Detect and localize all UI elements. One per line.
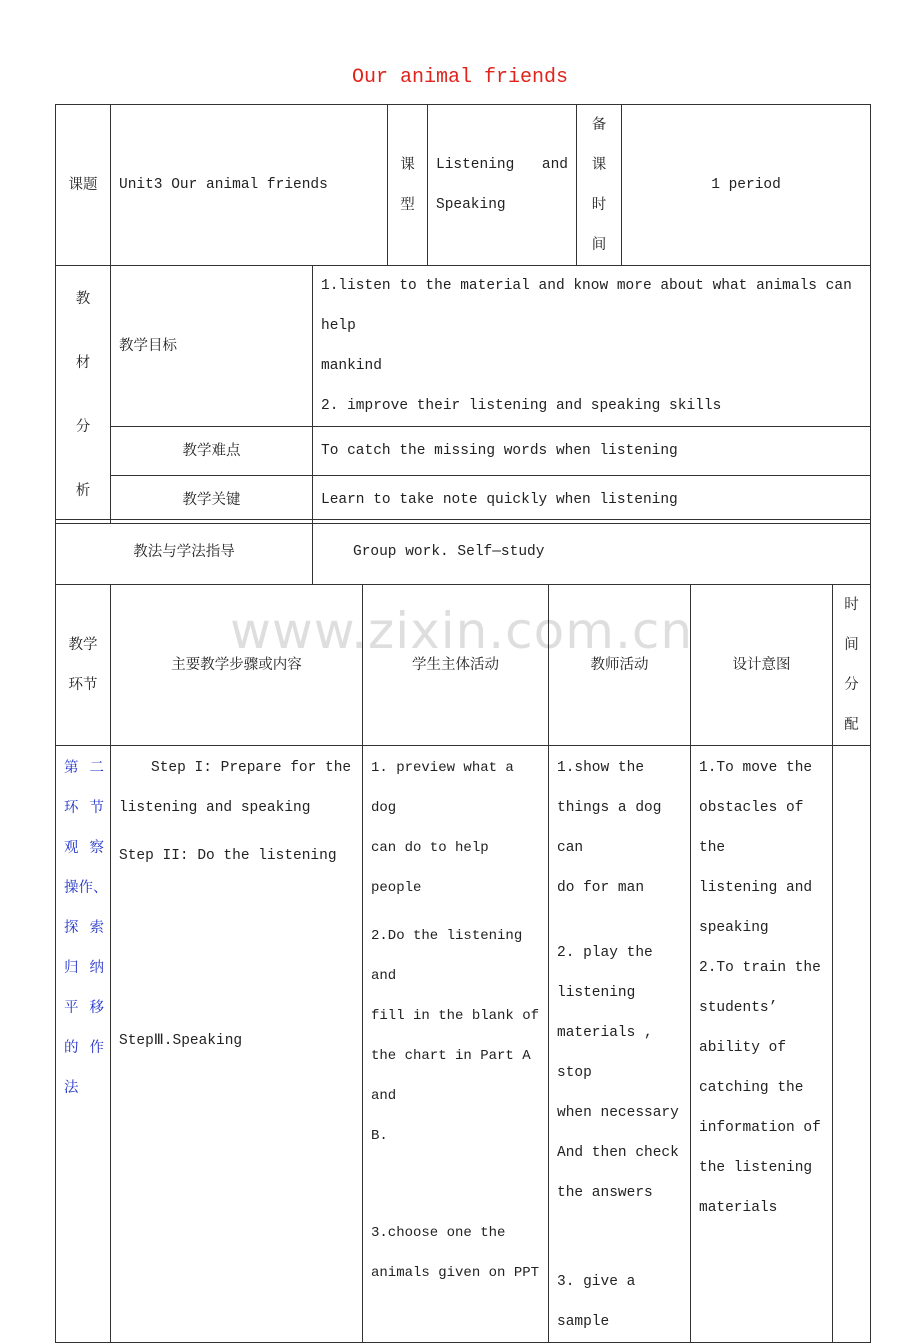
steps-cell: Step I: Prepare for the listening and speaking Step II: Do the listening StepⅢ.Speaking bbox=[111, 746, 363, 1343]
materials-table bbox=[55, 265, 871, 524]
difficulty-label: 教学难点 bbox=[111, 427, 313, 476]
topic-label: 课题 bbox=[56, 105, 111, 266]
step-two: Step II: Do the listening bbox=[119, 848, 337, 864]
goals-label: 教学目标 bbox=[111, 266, 313, 427]
topic-value: Unit3 Our animal friends bbox=[111, 105, 388, 266]
stage-cell: 第二 环节 观察 操作、 探索 归纳 平移 的作 法 bbox=[56, 746, 111, 1343]
header-steps: 主要教学步骤或内容 bbox=[111, 585, 363, 746]
methods-value: Group work. Self—study bbox=[313, 520, 871, 585]
key-value: Learn to take note quickly when listening bbox=[313, 476, 871, 524]
key-label: 教学关键 bbox=[111, 476, 313, 524]
time-cell bbox=[833, 746, 871, 1343]
header-time: 时 间 分 配 bbox=[833, 585, 871, 746]
header-intent: 设计意图 bbox=[691, 585, 833, 746]
methods-table bbox=[55, 519, 871, 585]
header-student: 学生主体活动 bbox=[363, 585, 549, 746]
materials-side-label: 教 材 分 析 bbox=[56, 266, 111, 524]
methods-label: 教法与学法指导 bbox=[56, 520, 313, 585]
type-value: Listening and Speaking bbox=[428, 105, 577, 266]
header-stage: 教学 环节 bbox=[56, 585, 111, 746]
document-title: Our animal friends bbox=[351, 66, 569, 89]
header-teacher: 教师活动 bbox=[549, 585, 691, 746]
prep-label: 备 课 时 间 bbox=[577, 105, 622, 266]
course-info-table bbox=[55, 104, 871, 266]
step-three: StepⅢ.Speaking bbox=[119, 1033, 243, 1049]
type-label: 课 型 bbox=[388, 105, 428, 266]
difficulty-value: To catch the missing words when listening bbox=[313, 427, 871, 476]
watermark: www.zixin.com.cn bbox=[230, 602, 694, 660]
teacher-cell: 1.show the things a dog can do for man 2. play the listening materials , stop when necessary And then check the answers 3. give a sample bbox=[549, 746, 691, 1343]
student-cell: 1. preview what a dog can do to help people 2.Do the listening and fill in the blank of the chart in Part A and B. 3.choose one the animals given on PPT bbox=[363, 746, 549, 1343]
intent-cell: 1.To move the obstacles of the listening and speaking 2.To train the students’ ability of catching the information of the listening materials bbox=[691, 746, 833, 1343]
goals-value: 1.listen to the material and know more about what animals can help mankind 2. improve their listening and speaking skills bbox=[313, 266, 871, 427]
prep-value: 1 period bbox=[622, 105, 871, 266]
process-table bbox=[55, 584, 871, 1343]
